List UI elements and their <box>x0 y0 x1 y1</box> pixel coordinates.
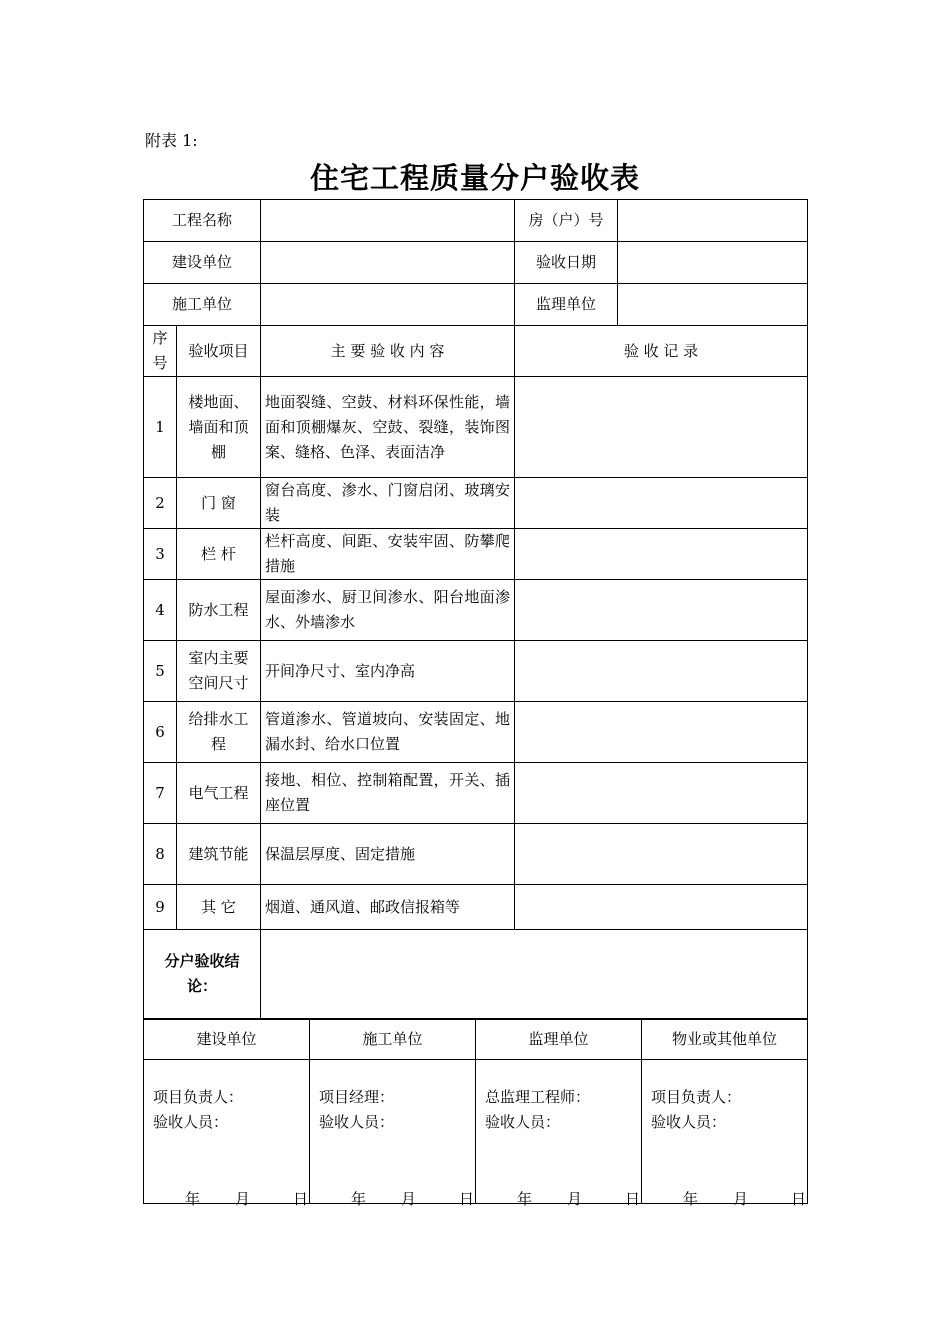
seq-header: 序号 <box>144 326 177 377</box>
room-no-field[interactable] <box>618 200 808 242</box>
row-item: 门 窗 <box>177 478 261 529</box>
month-label: 月 <box>235 1190 251 1208</box>
row-number: 4 <box>144 580 177 641</box>
table-row <box>144 529 808 580</box>
day-label: 日 <box>791 1190 807 1208</box>
signoff-cell-contractor[interactable] <box>310 1060 476 1208</box>
table-row <box>144 478 808 529</box>
row-record-field[interactable] <box>515 824 808 885</box>
builder-field[interactable] <box>261 242 515 284</box>
builder-label: 建设单位 <box>144 242 261 284</box>
column-header-row <box>144 326 808 377</box>
signoff-body-row <box>144 1060 808 1204</box>
table-row <box>144 885 808 930</box>
signoff-unit-label: 施工单位 <box>310 1020 476 1060</box>
room-no-label: 房（户）号 <box>515 200 618 242</box>
row-item: 建筑节能 <box>177 824 261 885</box>
row-number: 1 <box>144 377 177 478</box>
row-item: 其 它 <box>177 885 261 930</box>
accept-date-label: 验收日期 <box>515 242 618 284</box>
conclusion-label: 分户验收结论： <box>144 930 261 1019</box>
year-label: 年 <box>351 1190 367 1208</box>
header-row-contractor <box>144 284 808 326</box>
item-header: 验收项目 <box>177 326 261 377</box>
row-number: 7 <box>144 763 177 824</box>
signoff-line-1: 项目负责人： <box>651 1088 742 1106</box>
row-record-field[interactable] <box>515 377 808 478</box>
row-item: 电气工程 <box>177 763 261 824</box>
table-row <box>144 580 808 641</box>
table-row <box>144 824 808 885</box>
row-number: 5 <box>144 641 177 702</box>
row-record-field[interactable] <box>515 763 808 824</box>
row-content: 接地、相位、控制箱配置，开关、插座位置 <box>261 763 515 824</box>
row-content: 屋面渗水、厨卫间渗水、阳台地面渗水、外墙渗水 <box>261 580 515 641</box>
header-row-builder <box>144 242 808 284</box>
row-number: 3 <box>144 529 177 580</box>
appendix-label: 附表 1: <box>145 131 198 150</box>
signoff-line-2: 验收人员： <box>651 1113 727 1131</box>
day-label: 日 <box>293 1190 309 1208</box>
signoff-header-row <box>144 1020 808 1060</box>
row-content: 管道渗水、管道坡向、安装固定、地漏水封、给水口位置 <box>261 702 515 763</box>
signoff-cell-builder[interactable] <box>144 1060 310 1208</box>
signoff-line-2: 验收人员： <box>319 1113 395 1131</box>
signoff-line-1: 项目经理： <box>319 1088 395 1106</box>
signoff-line-1: 总监理工程师： <box>485 1088 591 1106</box>
table-row <box>144 377 808 478</box>
acceptance-table <box>143 199 808 1019</box>
conclusion-field[interactable] <box>261 930 808 1019</box>
row-record-field[interactable] <box>515 478 808 529</box>
year-label: 年 <box>517 1190 533 1208</box>
project-name-label: 工程名称 <box>144 200 261 242</box>
signoff-table <box>143 1019 808 1208</box>
signoff-line-2: 验收人员： <box>485 1113 561 1131</box>
row-content: 烟道、通风道、邮政信报箱等 <box>261 885 515 930</box>
row-item: 栏 杆 <box>177 529 261 580</box>
contractor-label: 施工单位 <box>144 284 261 326</box>
signoff-line-2: 验收人员： <box>153 1113 229 1131</box>
content-header: 主 要 验 收 内 容 <box>261 326 515 377</box>
row-content: 窗台高度、渗水、门窗启闭、玻璃安装 <box>261 478 515 529</box>
form-title: 住宅工程质量分户验收表 <box>309 161 640 195</box>
row-record-field[interactable] <box>515 529 808 580</box>
row-number: 2 <box>144 478 177 529</box>
supervisor-field[interactable] <box>618 284 808 326</box>
header-row-project <box>144 200 808 242</box>
month-label: 月 <box>401 1190 417 1208</box>
row-content: 开间净尺寸、室内净高 <box>261 641 515 702</box>
signoff-line-1: 项目负责人： <box>153 1088 244 1106</box>
signoff-unit-label: 物业或其他单位 <box>642 1020 808 1060</box>
month-label: 月 <box>567 1190 583 1208</box>
row-record-field[interactable] <box>515 580 808 641</box>
signoff-cell-property[interactable] <box>642 1060 808 1208</box>
accept-date-field[interactable] <box>618 242 808 284</box>
row-record-field[interactable] <box>515 702 808 763</box>
row-item: 室内主要空间尺寸 <box>177 641 261 702</box>
row-number: 9 <box>144 885 177 930</box>
table-row <box>144 641 808 702</box>
row-record-field[interactable] <box>515 641 808 702</box>
row-content: 栏杆高度、间距、安装牢固、防攀爬措施 <box>261 529 515 580</box>
row-item: 防水工程 <box>177 580 261 641</box>
day-label: 日 <box>459 1190 475 1208</box>
month-label: 月 <box>733 1190 749 1208</box>
row-content: 地面裂缝、空鼓、材料环保性能，墙面和顶棚爆灰、空鼓、裂缝，装饰图案、缝格、色泽、表面洁净 <box>261 377 515 478</box>
row-content: 保温层厚度、固定措施 <box>261 824 515 885</box>
row-number: 8 <box>144 824 177 885</box>
supervisor-label: 监理单位 <box>515 284 618 326</box>
signoff-unit-label: 监理单位 <box>476 1020 642 1060</box>
record-header: 验 收 记 录 <box>515 326 808 377</box>
row-record-field[interactable] <box>515 885 808 930</box>
table-row <box>144 763 808 824</box>
day-label: 日 <box>625 1190 641 1208</box>
signoff-unit-label: 建设单位 <box>144 1020 310 1060</box>
row-number: 6 <box>144 702 177 763</box>
year-label: 年 <box>683 1190 699 1208</box>
contractor-field[interactable] <box>261 284 515 326</box>
table-row <box>144 702 808 763</box>
row-item: 给排水工程 <box>177 702 261 763</box>
signoff-cell-supervisor[interactable] <box>476 1060 642 1208</box>
row-item: 楼地面、墙面和顶棚 <box>177 377 261 478</box>
project-name-field[interactable] <box>261 200 515 242</box>
year-label: 年 <box>185 1190 201 1208</box>
conclusion-row <box>144 930 808 1019</box>
